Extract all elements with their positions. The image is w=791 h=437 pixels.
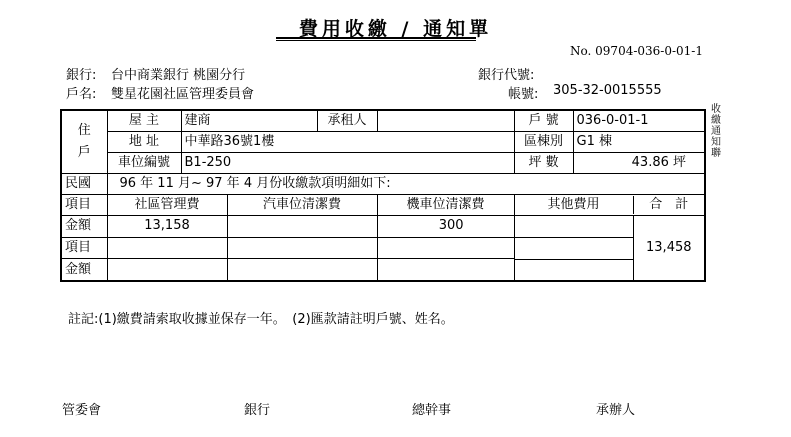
bank-code-label: 銀行代號: <box>478 68 535 83</box>
side-note-char: 聯 <box>711 148 721 159</box>
title-underline-thin <box>276 40 476 41</box>
resident-label-char: 戶 <box>77 145 91 160</box>
household-no-label: 戶 號 <box>514 110 573 132</box>
fee-header-management: 社區管理費 <box>107 195 227 216</box>
amount-2-car <box>227 259 377 281</box>
side-note-receipt-copy <box>709 104 723 159</box>
side-note-char: 繳 <box>711 115 721 126</box>
period-prefix: 民國 <box>61 174 107 195</box>
parking-value: B1-250 <box>181 153 514 174</box>
address-label: 地 址 <box>107 132 181 153</box>
title-underline <box>276 37 476 39</box>
tenant-label: 承租人 <box>317 110 377 132</box>
fee-header-other: 其他費用 <box>515 196 634 214</box>
bank-label: 銀行: <box>66 68 97 83</box>
fee-header-car-cleaning: 汽車位清潔費 <box>227 195 377 216</box>
area-value: 43.86 坪 <box>573 153 705 174</box>
account-name-label: 戶名: <box>66 87 97 102</box>
resident-row-3 <box>61 153 705 174</box>
building-value: G1 棟 <box>573 132 705 153</box>
side-note-char: 知 <box>711 137 721 148</box>
account-no-value: 305-32-0015555 <box>553 83 662 98</box>
signature-committee: 管委會 <box>62 403 102 418</box>
fee-table <box>60 109 706 282</box>
account-name-value: 雙星花園社區管理委員會 <box>111 87 255 102</box>
owner-label: 屋 主 <box>107 110 181 132</box>
amount-total: 13,458 <box>646 240 692 255</box>
resident-section-label <box>61 110 107 174</box>
signature-handler: 承辦人 <box>596 403 636 418</box>
tenant-value <box>377 110 514 132</box>
amount-label: 金額 <box>61 216 107 238</box>
amount-other-row2 <box>515 238 633 260</box>
household-no-value: 036-0-01-1 <box>573 110 705 132</box>
period-text: 96 年 11 月~ 97 年 4 月份收繳款項明細如下: <box>107 174 705 195</box>
amount-other-row3 <box>515 260 633 280</box>
fee-header-group <box>514 195 705 216</box>
amount-other <box>515 216 633 238</box>
building-label: 區棟別 <box>514 132 573 153</box>
area-label: 坪 數 <box>514 153 573 174</box>
document-number: No. 09704-036-0-01-1 <box>570 44 703 58</box>
amount-other-total-group <box>514 216 705 282</box>
fee-header-scooter-cleaning: 機車位清潔費 <box>377 195 514 216</box>
document-title: 費用收繳 / 通知單 <box>298 18 493 40</box>
fee-header-row <box>61 195 705 216</box>
owner-value: 建商 <box>181 110 317 132</box>
resident-row-2 <box>61 132 705 153</box>
bank-value: 台中商業銀行 桃園分行 <box>111 68 246 83</box>
resident-row-1 <box>61 110 705 132</box>
signature-general-manager: 總幹事 <box>412 403 452 418</box>
parking-label: 車位編號 <box>107 153 181 174</box>
item-2-car <box>227 237 377 259</box>
account-no-label: 帳號: <box>508 87 539 102</box>
item-label-2: 項目 <box>61 237 107 259</box>
fee-amount-row <box>61 216 705 238</box>
amount-car-cleaning <box>227 216 377 238</box>
footer-note: 註記:(1)繳費請索取收據並保存一年。 (2)匯款請註明戶號、姓名。 <box>68 312 454 327</box>
item-2-management <box>107 237 227 259</box>
amount-2-scooter <box>377 259 514 281</box>
fee-header-total: 合 計 <box>649 197 689 212</box>
side-note-char: 通 <box>711 126 721 137</box>
address-value: 中華路36號1樓 <box>181 132 514 153</box>
signature-bank: 銀行 <box>244 403 271 418</box>
period-row <box>61 174 705 195</box>
amount-label-2: 金額 <box>61 259 107 281</box>
item-2-scooter <box>377 237 514 259</box>
item-label: 項目 <box>61 195 107 216</box>
resident-label-char: 住 <box>77 123 91 138</box>
amount-2-management <box>107 259 227 281</box>
amount-management: 13,158 <box>107 216 227 238</box>
amount-scooter-cleaning: 300 <box>377 216 514 238</box>
side-note-char: 收 <box>711 104 721 115</box>
